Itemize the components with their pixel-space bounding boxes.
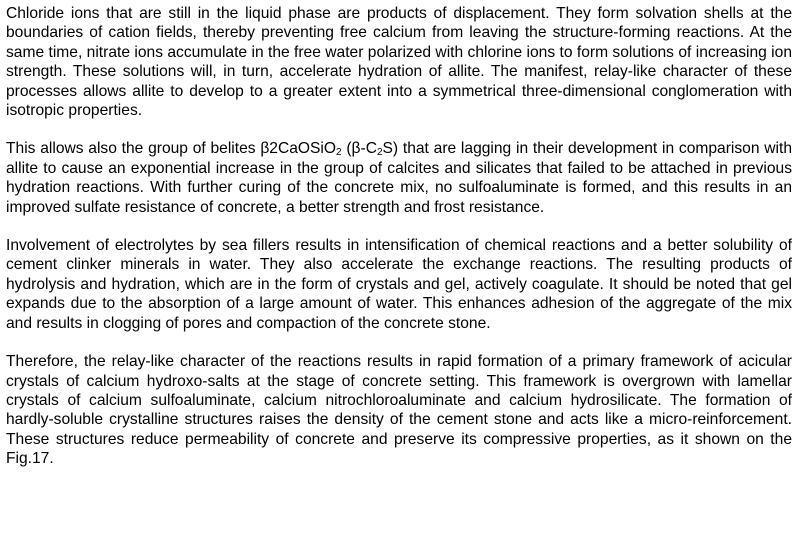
- paragraph-2-text-end: S) that are lagging in their development in comparison with allite to cause an exponential increase in the group of calcites and silicates that failed to be attached in previous hydration reactions. With further curing of the concrete mix, no sulfoaluminate is formed, and this results in an improved sulfate resistance of concrete, a better strength and frost resistance.: [6, 140, 792, 216]
- document-page: [6, 4, 792, 469]
- paragraph-3: Involvement of electrolytes by sea fillers results in intensification of chemical reactions and a better solubility of cement clinker minerals in water. They also accelerate the exchange reactions. The resulting products of hydrolysis and hydration, which are in the form of crystals and gel, actively coagulate. It should be noted that gel expands due to the absorption of a large amount of water. This enhances adhesion of the aggregate of the mix and results in clogging of pores and compaction of the concrete stone.: [6, 237, 792, 332]
- paragraph-2: [6, 139, 792, 217]
- paragraph-4: Therefore, the relay-like character of the reactions results in rapid formation of a primary framework of acicular crystals of calcium hydroxo-salts at the stage of concrete setting. This framework is overgrown with lamellar crystals of calcium sulfoaluminate, calcium nitrochloroaluminate and calcium hydrosilicate. The formation of hardly-soluble crystalline structures raises the density of the cement stone and acts like a micro-reinforcement. These structures reduce permeability of concrete and preserve its compressive properties, as it shown on the Fig.17.: [6, 353, 792, 468]
- paragraph-2-text-start: This allows also the group of belites β2CaOSiO: [6, 140, 337, 158]
- subscript-2: 2: [336, 147, 342, 159]
- paragraph-2-text-middle: (β-C: [341, 140, 377, 158]
- subscript-2: 2: [376, 147, 383, 159]
- paragraph-1: Chloride ions that are still in the liquid phase are products of displacement. They form solvation shells at the boundaries of cation fields, thereby preventing free calcium from leaving the structure-forming reactions. At the same time, nitrate ions accumulate in the free water polarized with chlorine ions to form solutions of increasing ion strength. These solutions will, in turn, accelerate hydration of allite. The manifest, relay-like character of these processes allows allite to develop to a greater extent into a symmetrical three-dimensional conglomeration with isotropic properties.: [6, 5, 792, 120]
